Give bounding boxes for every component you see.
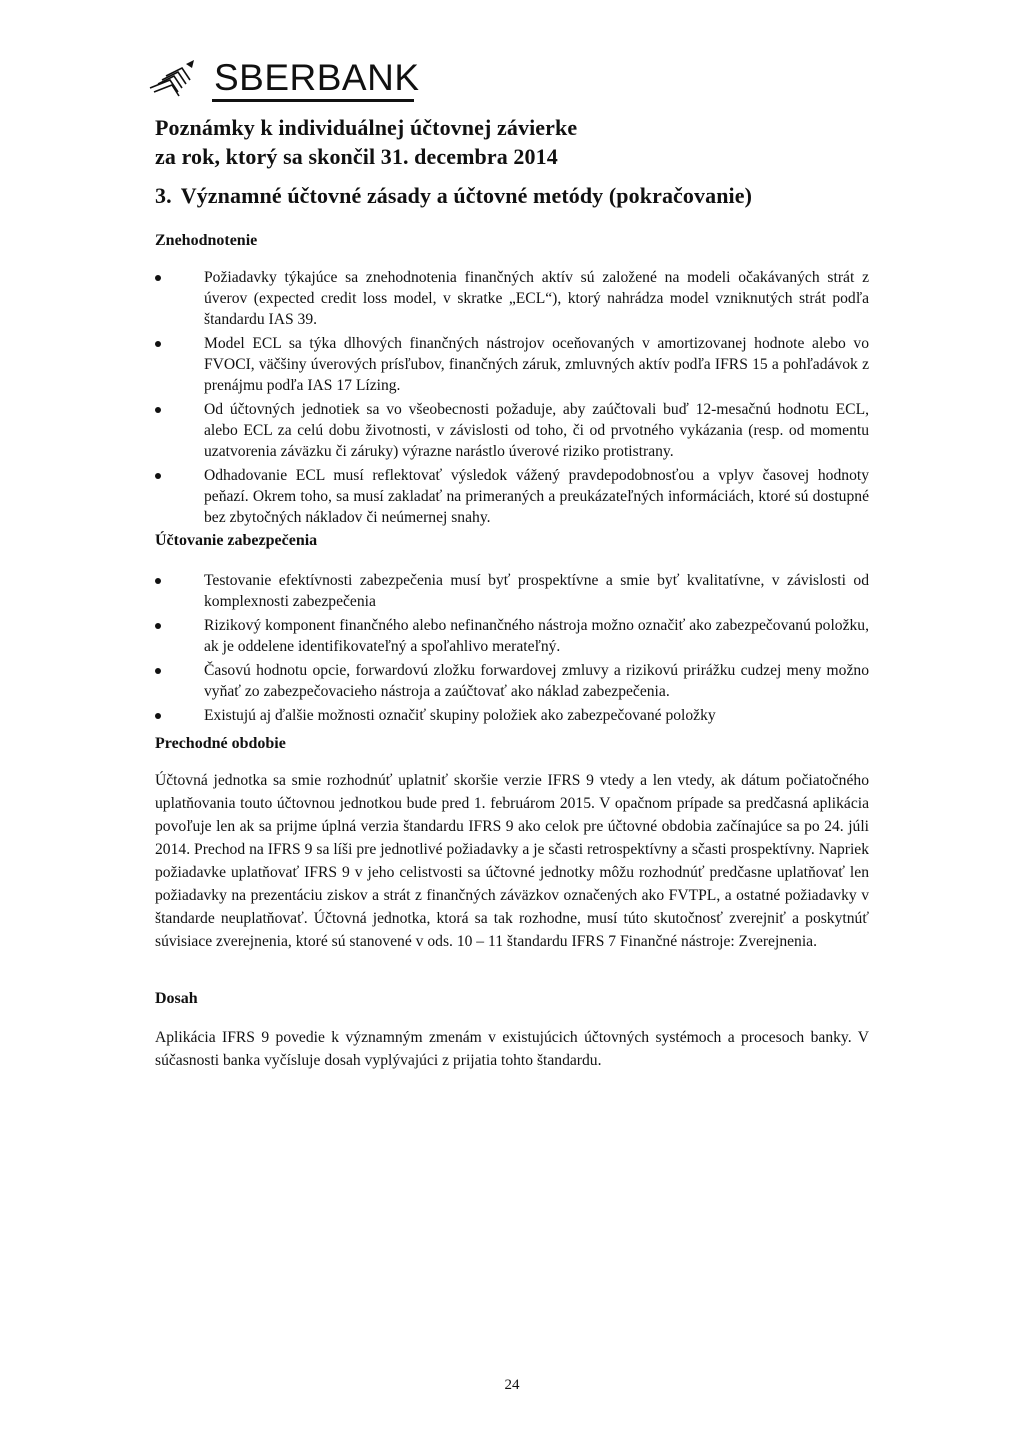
list-item [155, 267, 869, 330]
hedging-heading: Účtovanie zabezpečenia [155, 532, 318, 549]
section-number: 3. [155, 183, 172, 208]
bullet-icon [155, 713, 161, 719]
document-title [155, 113, 577, 171]
list-item-text: Existujú aj ďalšie možnosti označiť skupiny položiek ako zabezpečované položky [204, 707, 716, 724]
list-item-text: Model ECL sa týka dlhových finančných nástrojov oceňovaných v amortizovanej hodnote alebo vo FVOCI, väčšiny úverových prísľubov, finančných záruk, zmluvných aktív podľa IFRS 15 a pohľadávok z prenájmu podľa IAS 17 Lízing. [204, 335, 869, 394]
bullet-icon [155, 341, 161, 347]
document-title-line-1: Poznámky k individuálnej účtovnej závierke [155, 115, 578, 140]
list-item [155, 570, 869, 612]
list-item-text: Časovú hodnotu opcie, forwardovú zložku forwardovej zmluvy a rizikovú prirážku cudzej meny možno vyňať zo zabezpečovacieho nástroja a zaúčtovať ako náklad zabezpečenia. [204, 662, 869, 700]
list-item [155, 333, 869, 396]
bullet-icon [155, 668, 161, 674]
bank-logo [148, 58, 420, 98]
bullet-icon [155, 578, 161, 584]
list-item-text: Odhadovanie ECL musí reflektovať výsledok vážený pravdepodobnosťou a vplyv časovej hodnoty peňazí. Okrem toho, sa musí zakladať na primeraných a preukázateľných informáciách, ktoré sú dostupné bez zbytočných nákladov či neúmernej snahy. [204, 467, 869, 526]
list-item [155, 660, 869, 702]
sberbank-logo-icon [148, 58, 204, 98]
bullet-icon [155, 407, 161, 413]
impact-paragraph: Aplikácia IFRS 9 povedie k významným zmenám v existujúcich účtovných systémoch a procesoch banky. V súčasnosti banka vyčísluje dosah vyplývajúci z prijatia tohto štandardu. [155, 1029, 869, 1069]
page-number: 24 [504, 1377, 520, 1393]
list-item [155, 399, 869, 462]
impact-heading: Dosah [155, 990, 198, 1007]
list-item [155, 615, 869, 657]
list-item-text: Požiadavky týkajúce sa znehodnotenia finančných aktív sú založené na modeli očakávaných strát z úverov (expected credit loss model, v skratke „ECL“), ktorý nahrádza model vzniknutých strát podľa štandardu IAS 39. [204, 269, 869, 328]
bullet-icon [155, 473, 161, 479]
list-item-text: Od účtovných jednotiek sa vo všeobecnosti požaduje, aby zaúčtovali buď 12-mesačnú hodnotu ECL, alebo ECL za celú dobu životnosti, v závislosti od toho, či od prvotného vykázania (resp. od momentu uzatvorenia záväzku či záruky) výrazne narástlo úverové riziko protistrany. [204, 401, 869, 460]
list-item-text: Rizikový komponent finančného alebo nefinančného nástroja možno označiť ako zabezpečovanú položku, ak je oddelene identifikovateľný a spoľahlivo merateľný. [204, 617, 869, 655]
transition-paragraph: Účtovná jednotka sa smie rozhodnúť uplatniť skoršie verzie IFRS 9 vtedy a len vtedy, ak dátum počiatočného uplatňovania touto účtovnou jednotkou bude pred 1. februárom 2015. V opačnom prípade sa predčasná aplikácia povoľuje len ak sa prijme úplná verzia štandardu IFRS 9 ako celok pre účtovné obdobia začínajúce sa po 24. júli 2014. Prechod na IFRS 9 sa líši pre jednotlivé požiadavky a je sčasti retrospektívny a sčasti prospektívny. Napriek požiadavke uplatňovať IFRS 9 v jeho celistvosti sa účtovné jednotky môžu rozhodnúť predčasne uplatňovať len požiadavky na prezentáciu ziskov a strát z finančných záväzkov označených ako FVTPL, a ostatné požiadavky v štandarde neuplatňovať. Účtovná jednotka, ktorá sa tak rozhodne, musí túto skutočnosť zverejniť a poskytnúť súvisiace zverejnenia, ktoré sú stanovené v ods. 10 – 11 štandardu IFRS 7 Finančné nástroje: Zverejnenia. [155, 772, 869, 950]
list-item-text: Testovanie efektívnosti zabezpečenia musí byť prospektívne a smie byť kvalitatívne, v závislosti od komplexnosti zabezpečenia [204, 572, 869, 610]
section-heading [155, 183, 752, 209]
impairment-heading: Znehodnotenie [155, 232, 258, 249]
section-title: Významné účtovné zásady a účtovné metódy (pokračovanie) [180, 183, 753, 208]
list-item [155, 465, 869, 528]
logo-text: SBERBANK [214, 57, 420, 98]
impairment-list [155, 267, 869, 528]
hedging-list [155, 570, 869, 726]
list-item [155, 705, 869, 726]
document-title-line-2: za rok, ktorý sa skončil 31. decembra 2014 [155, 144, 558, 169]
logo-underline [212, 99, 414, 102]
transition-heading: Prechodné obdobie [155, 735, 286, 752]
bullet-icon [155, 275, 161, 281]
bullet-icon [155, 623, 161, 629]
